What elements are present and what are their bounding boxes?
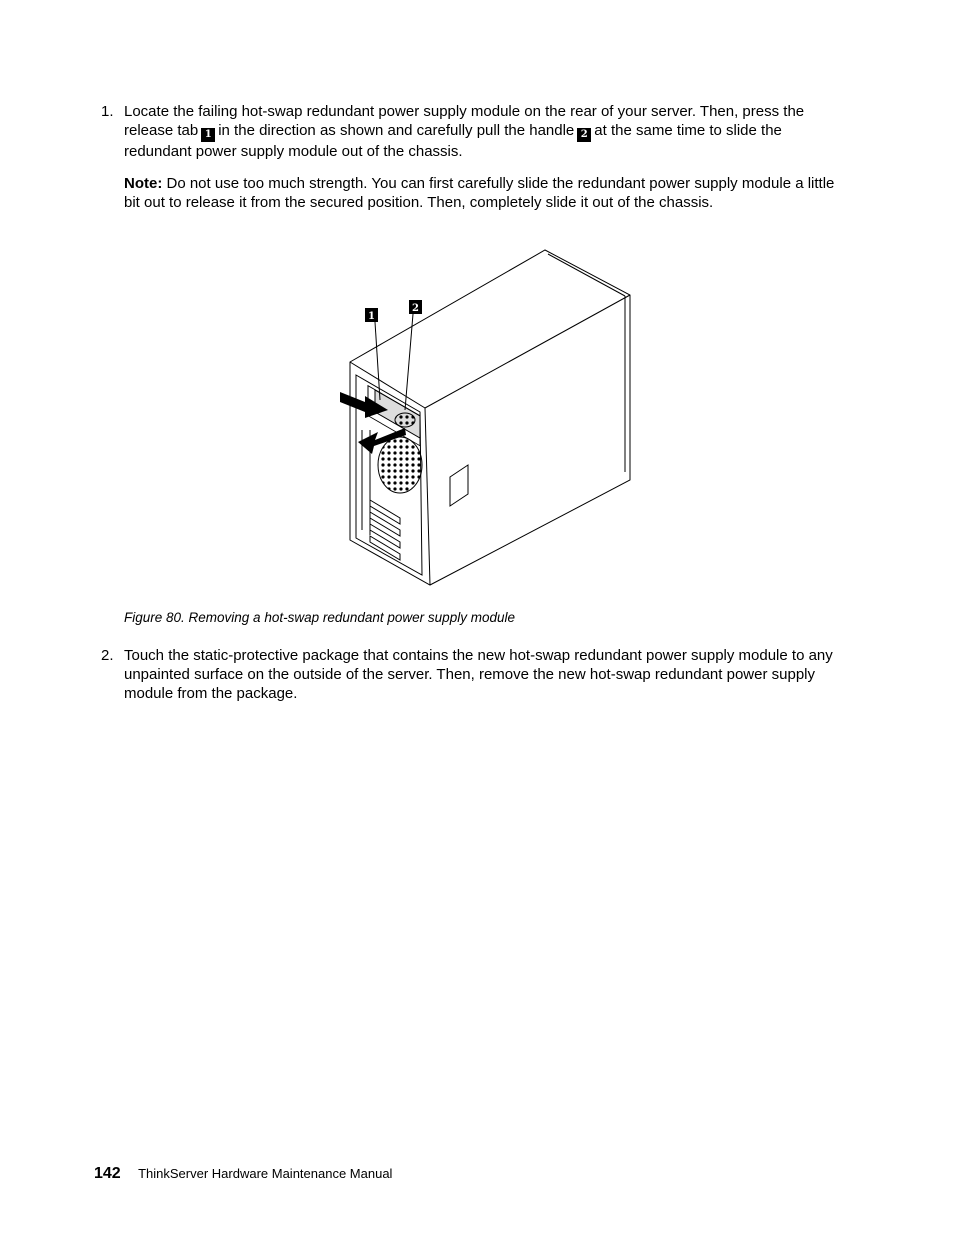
note-text: Do not use too much strength. You can first carefully slide the redundant power supply module a little bit out to release it from the secured position. Then, completely slide it out of the chassis.: [124, 175, 835, 211]
step-2: [101, 646, 846, 703]
step-1-line-2a: release tab: [124, 122, 199, 139]
figure-callout-2: 2: [412, 303, 419, 314]
step-number: 2.: [101, 647, 114, 664]
note-label: Note:: [124, 175, 163, 192]
step-number: 1.: [101, 103, 114, 120]
step-1-line-3: redundant power supply module out of the chassis.: [124, 143, 463, 160]
step-text: Touch the static-protective package that contains the new hot-swap redundant power supply module to any unpainted surface on the outside of the server. Then, remove the new hot-swap redundant power supply module from the package.: [124, 647, 833, 702]
note: [124, 175, 854, 212]
step-1-line-2b: in the direction as shown and carefully pull the handle: [218, 122, 575, 139]
page-footer: [94, 1165, 392, 1183]
step-1-line-2c: at the same time to slide the: [594, 122, 782, 139]
server-illustration: [320, 240, 650, 595]
manual-title: ThinkServer Hardware Maintenance Manual: [138, 1166, 393, 1181]
callout-1-badge: 1: [201, 128, 215, 142]
figure-callout-1: 1: [368, 311, 375, 322]
figure-caption: Figure 80. Removing a hot-swap redundant power supply module: [124, 610, 515, 625]
step-text: [124, 102, 846, 161]
step-1: [101, 102, 846, 161]
callout-2-badge: 2: [577, 128, 591, 142]
page-number: 142: [94, 1165, 121, 1182]
step-1-line-1: Locate the failing hot-swap redundant power supply module on the rear of your server. Then, press the: [124, 103, 805, 120]
